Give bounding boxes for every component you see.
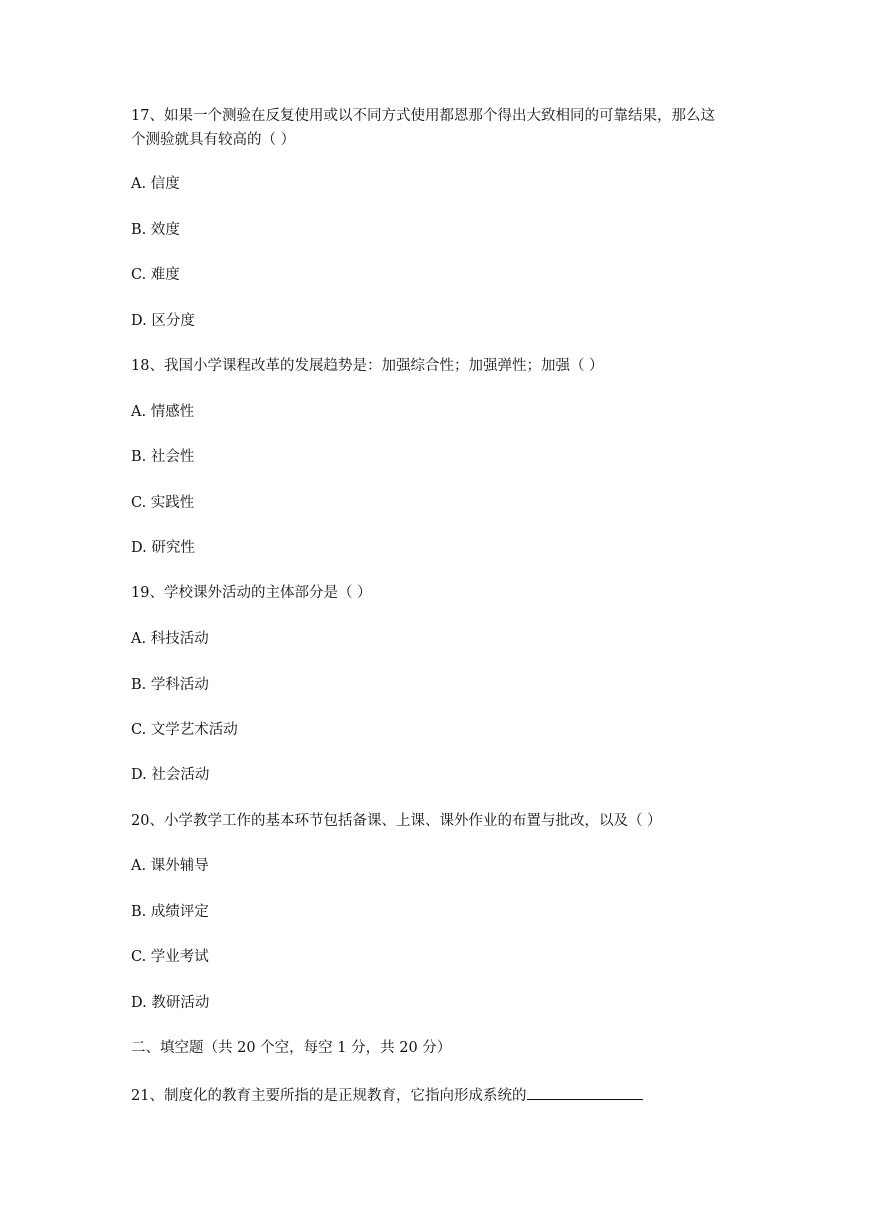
question-20-option-d: D. 教研活动 bbox=[131, 995, 210, 1011]
question-19-option-a: A. 科技活动 bbox=[131, 631, 209, 647]
question-18-stem: 18、我国小学课程改革的发展趋势是：加强综合性；加强弹性；加强（ ） bbox=[131, 358, 604, 374]
question-20-option-c: C. 学业考试 bbox=[131, 949, 209, 965]
question-21 bbox=[131, 1083, 643, 1107]
question-18-option-d: D. 研究性 bbox=[131, 540, 195, 556]
question-19-option-b: B. 学科活动 bbox=[131, 677, 209, 693]
question-19-option-c: C. 文学艺术活动 bbox=[131, 722, 238, 738]
question-19-stem: 19、学校课外活动的主体部分是（ ） bbox=[131, 585, 372, 601]
question-18-option-c: C. 实践性 bbox=[131, 495, 195, 511]
question-18-option-b: B. 社会性 bbox=[131, 449, 195, 465]
question-20-option-b: B. 成绩评定 bbox=[131, 904, 209, 920]
question-17-stem-line-1: 17、如果一个测验在反复使用或以不同方式使用都恩那个得出大致相同的可靠结果，那么这 bbox=[131, 108, 715, 124]
question-21-stem: 21、制度化的教育主要所指的是正规教育，它指向形成系统的 bbox=[131, 1088, 527, 1104]
question-17-option-b: B. 效度 bbox=[131, 222, 180, 238]
answer-blank bbox=[527, 1083, 643, 1100]
section-2-heading: 二、填空题（共 20 个空，每空 1 分，共 20 分） bbox=[131, 1040, 452, 1056]
question-17-option-a: A. 信度 bbox=[131, 176, 180, 192]
question-17-option-d: D. 区分度 bbox=[131, 313, 195, 329]
question-17-option-c: C. 难度 bbox=[131, 267, 180, 283]
question-20-stem: 20、小学教学工作的基本环节包括备课、上课、课外作业的布置与批改，以及（ ） bbox=[131, 813, 662, 829]
question-17-stem-line-2: 个测验就具有较高的（ ） bbox=[131, 132, 296, 148]
question-20-option-a: A. 课外辅导 bbox=[131, 858, 209, 874]
question-19-option-d: D. 社会活动 bbox=[131, 767, 210, 783]
question-18-option-a: A. 情感性 bbox=[131, 404, 195, 420]
